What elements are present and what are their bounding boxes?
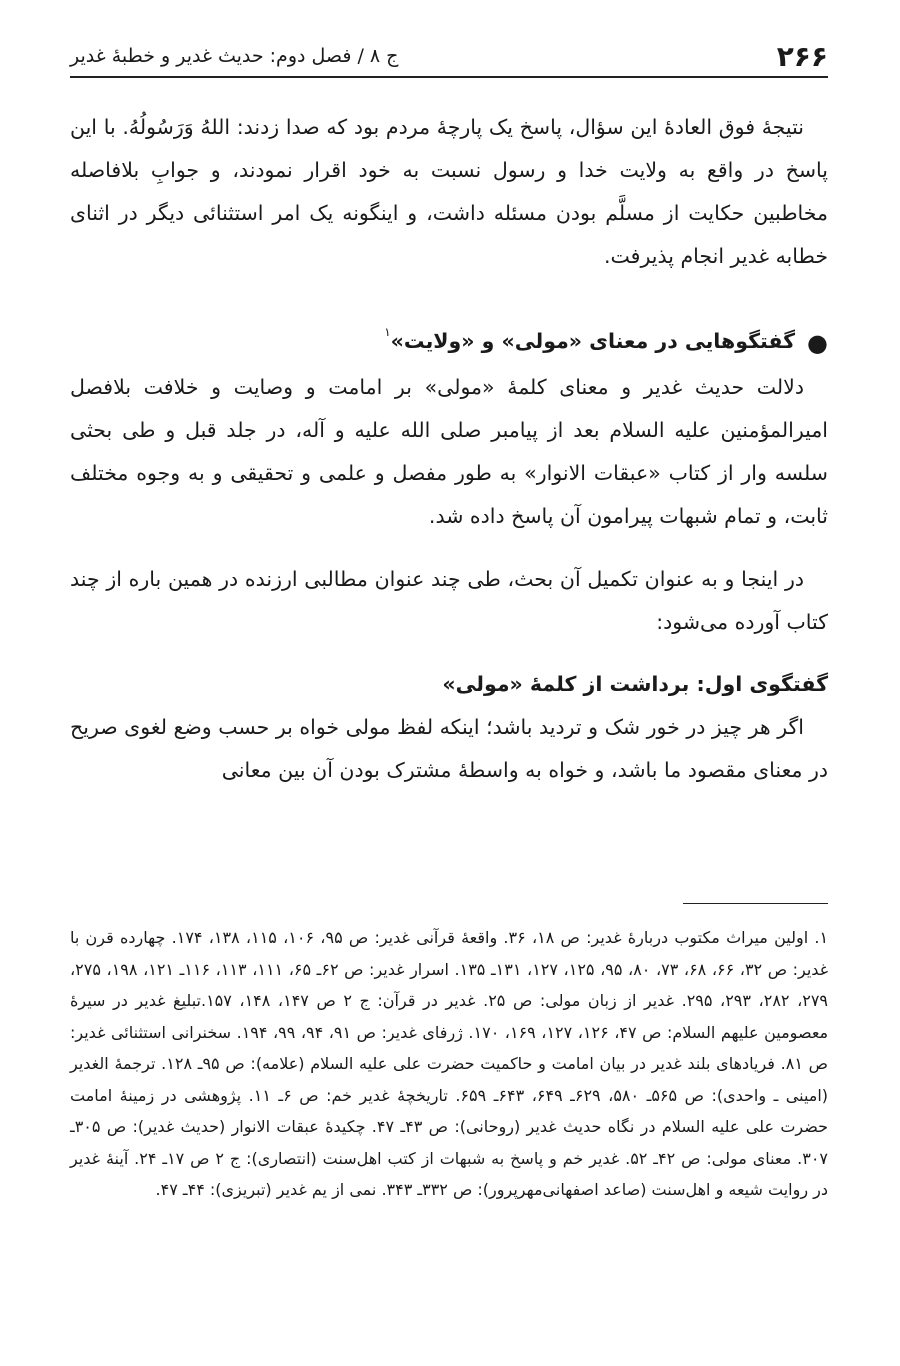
- main-text: [70, 106, 828, 792]
- footnote: ۱. اولین میراث مکتوب دربارۀ غدیر: ص ۱۸، ۳۶. واقعۀ قرآنی غدیر: ص ۹۵، ۱۰۶، ۱۱۵، ۱۳۸، ۱۷۴. چهارده قرن با غدیر: ص ۳۲، ۶۶، ۶۸، ۷۳، ۸۰، ۹۵، ۱۲۵، ۱۲۷، ۱۳۱ـ ۱۳۵. اسرار غدیر: ص ۶۲ـ ۶۵، ۱۱۱، ۱۱۳، ۱۱۶ـ ۱۲۱، ۱۹۸، ۲۷۵، ۲۷۹، ۲۸۲، ۲۹۳، ۲۹۵. غدیر از زبان مولی: ص ۲۵. غدیر در قرآن: ج ۲ ص ۱۴۷، ۱۴۸، ۱۵۷.تبلیغ غدیر در سیرۀ معصومین علیهم السلام: ص ۴۷، ۱۲۶، ۱۲۷، ۱۶۹، ۱۷۰. ژرفای غدیر: ص ۹۱، ۹۴، ۹۹، ۱۹۴. سخنرانی استثنائی غدیر: ص ۸۱. فریادهای بلند غدیر در بیان امامت و حاکمیت حضرت علی علیه السلام (علامه): ص ۹۵ـ ۱۲۸. ترجمۀ الغدیر (امینی ـ واحدی): ص ۵۶۵ـ ۵۸۰، ۶۲۹ـ ۶۴۹، ۶۴۳ـ ۶۵۹. تاریخچۀ غدیر خم: ص ۶ـ ۱۱. پژوهشی در زمینۀ امامت حضرت علی علیه السلام در نگاه حدیث غدیر (روحانی): ص ۴۳ـ ۴۷. چکیدۀ عبقات الانوار (حدیث غدیر): ص ۳۰۵ـ ۳۰۷. معنای مولی: ص ۴۲ـ ۵۲. غدیر خم و پاسخ به شبهات از کتب اهل‌سنت (انتصاری): ج ۲ ص ۱۷ـ ۲۴. آینۀ غدیر در روایت شیعه و اهل‌سنت (صاعد اصفهانی‌مهرپرور): ص ۳۳۲ـ ۳۴۳. نمی از یم غدیر (تبریزی): ۴۴ـ ۴۷.: [70, 928, 829, 1199]
- section-heading-label: گفتگوهایی در معنای «مولی» و «ولایت»: [390, 329, 796, 353]
- paragraph-1: نتیجۀ فوق العادۀ این سؤال، پاسخ یک پارچۀ مردم بود که صدا زدند: اللهُ وَرَسُولُهُ. با این پاسخ در واقع به ولایت خدا و رسول نسبت به خود اقرار نمودند، و جوابِ بلافاصله مخاطبین حکایت از مسلَّم بودن مسئله داشت، و اینگونه یک امر استثنائی دیگر در اثنای خطابه غدیر انجام پذیرفت.: [70, 115, 828, 268]
- footnote-ref[interactable]: ۱: [384, 325, 391, 339]
- footnote-divider: [683, 903, 828, 904]
- paragraph-3: در اینجا و به عنوان تکمیل آن بحث، طی چند عنوان مطالبی ارزنده در همین باره از چند کتاب آورده می‌شود:: [70, 567, 828, 634]
- paragraph-4: اگر هر چیز در خور شک و تردید باشد؛ اینکه لفظ مولی خواه بر حسب وضع لغوی صریح در معنای مقصود ما باشد، و خواه به واسطۀ مشترک بودن آن بین معانی: [70, 715, 828, 782]
- subheading: گفتگوی اول: برداشت از کلمۀ «مولی»: [442, 672, 828, 696]
- page-number: ۲۶۶: [776, 39, 828, 73]
- section-heading-text: [384, 320, 795, 366]
- running-header: [70, 36, 828, 78]
- header-title: ج ۸ / فصل دوم: حدیث غدیر و خطبۀ غدیر: [70, 45, 399, 67]
- paragraph-2: دلالت حدیث غدیر و معنای کلمۀ «مولی» بر امامت و وصایت و خلافت بلافصل امیرالمؤمنین علیه السلام بعد از پیامبر صلی الله علیه و آله، در جلد قبل و طی بحثی سلسه وار از کتاب «عبقات الانوار» به طور مفصل و علمی و تحقیقی و به وجوه مختلف ثابت، و تمام شبهات پیرامون آن پاسخ داده شد.: [70, 375, 828, 528]
- book-page: [70, 0, 828, 1366]
- bullet-icon: ●: [807, 329, 828, 357]
- section-heading: [70, 320, 828, 366]
